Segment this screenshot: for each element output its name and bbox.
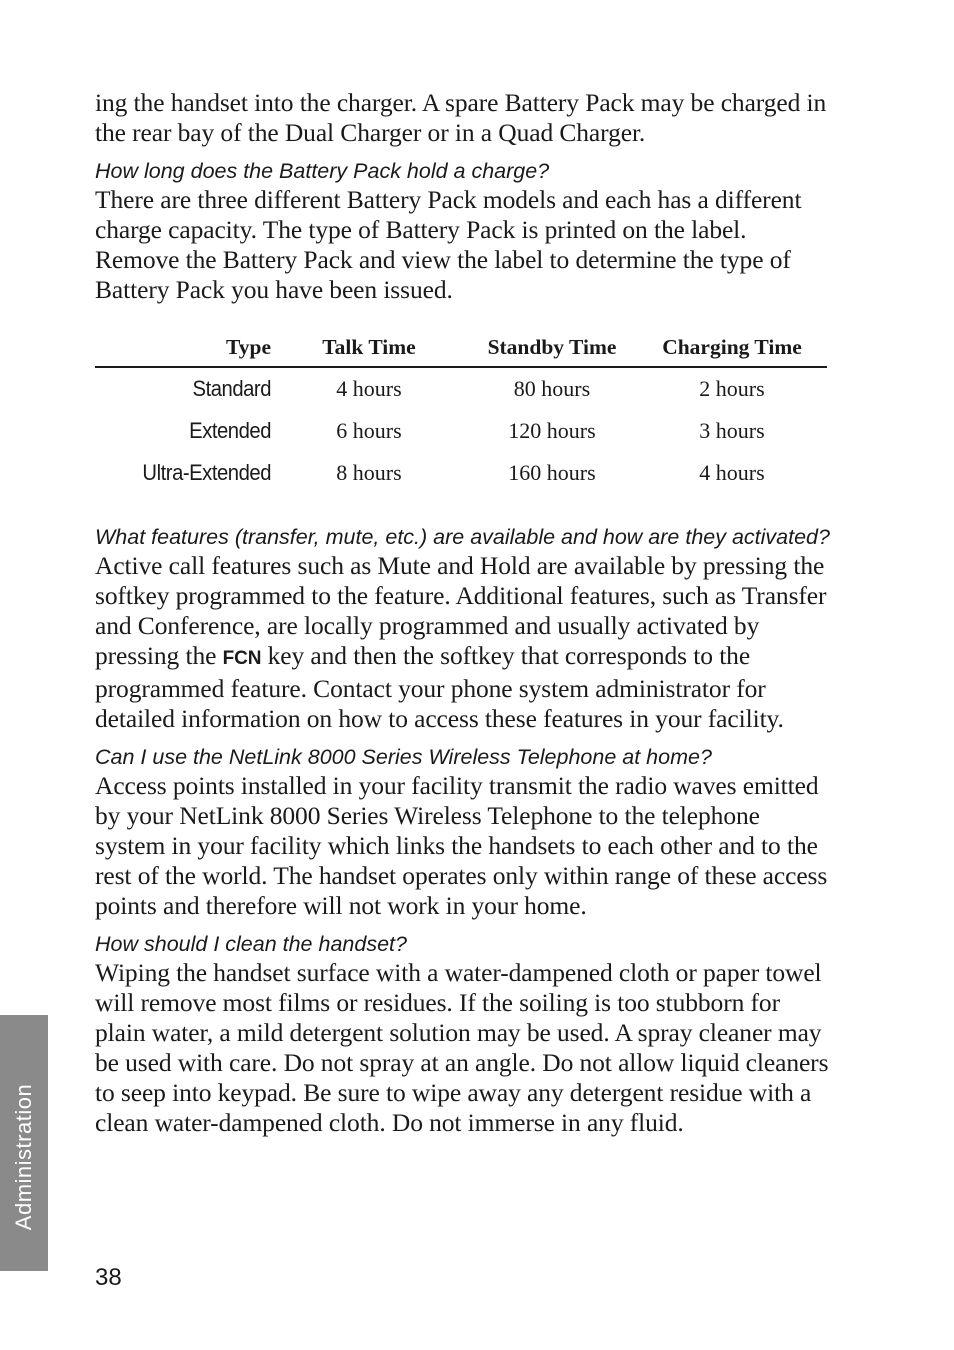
- answer-features-part1: Active call features such as Mute and Hold are available by pressing the softkey programmed to the feature. Additional features, such as Transfer and Conference, are locally programmed and usually activated by pressing the: [95, 551, 827, 670]
- cell-talk-time: 8 hours: [336, 460, 402, 485]
- header-charging-time: Charging Time: [637, 335, 827, 367]
- answer-cleaning: Wiping the handset surface with a water-dampened cloth or paper towel will remove most films or residues. If the soiling is too stubborn for plain water, a mild detergent solution may be used. A spray cleaner may be used with care. Do not spray at an angle. Do not allow liquid cleaners to seep into keypad. Be sure to wipe away any detergent residue with a clean water-dampened cloth. Do not immerse in any fluid.: [95, 958, 829, 1137]
- fcn-key-label: FCN: [222, 648, 262, 669]
- side-tab-label: Administration: [11, 1083, 36, 1231]
- cell-type: Standard: [192, 376, 271, 401]
- question-cleaning: How should I clean the handset?: [95, 932, 407, 956]
- cell-type: Ultra-Extended: [142, 460, 271, 485]
- page-number: 38: [95, 1264, 122, 1291]
- question-battery-charge: How long does the Battery Pack hold a charge?: [95, 159, 550, 183]
- cell-charging-time: 3 hours: [699, 418, 765, 443]
- battery-pack-table: [95, 335, 827, 494]
- cell-standby-time: 120 hours: [508, 418, 596, 443]
- section-side-tab: [0, 1015, 48, 1271]
- header-talk-time: Talk Time: [271, 335, 467, 367]
- question-home-use: Can I use the NetLink 8000 Series Wireless Telephone at home?: [95, 745, 712, 769]
- header-type: Type: [95, 335, 271, 367]
- table-row: [95, 452, 827, 494]
- cell-standby-time: 160 hours: [508, 460, 596, 485]
- table-header-row: [95, 335, 827, 367]
- question-features: What features (transfer, mute, etc.) are available and how are they activated?: [95, 525, 830, 549]
- answer-features: [95, 551, 830, 734]
- cell-standby-time: 80 hours: [513, 376, 591, 401]
- cell-type: Extended: [189, 418, 271, 443]
- page-content: [95, 88, 830, 1138]
- cell-charging-time: 4 hours: [699, 460, 765, 485]
- answer-home-use: Access points installed in your facility transmit the radio waves emitted by your NetLink 8000 Series Wireless Telephone to the telephone system in your facility which links the handsets to each other and to the rest of the world. The handset operates only within range of these access points and therefore will not work in your home.: [95, 771, 828, 920]
- cell-charging-time: 2 hours: [699, 376, 765, 401]
- intro-paragraph: ing the handset into the charger. A spare Battery Pack may be charged in the rear bay of the Dual Charger or in a Quad Charger.: [95, 88, 827, 147]
- header-standby-time: Standby Time: [467, 335, 637, 367]
- table-row: [95, 367, 827, 410]
- cell-talk-time: 6 hours: [336, 418, 402, 443]
- cell-talk-time: 4 hours: [336, 376, 402, 401]
- answer-features-part2: key and then the softkey that corresponds to the programmed feature. Contact your phone system administrator for detailed information on how to access these features in your facility.: [95, 641, 784, 733]
- table-row: [95, 410, 827, 452]
- answer-battery-charge: There are three different Battery Pack models and each has a different charge capacity. The type of Battery Pack is printed on the label. Remove the Battery Pack and view the label to determine the type of Battery Pack you have been issued.: [95, 185, 802, 304]
